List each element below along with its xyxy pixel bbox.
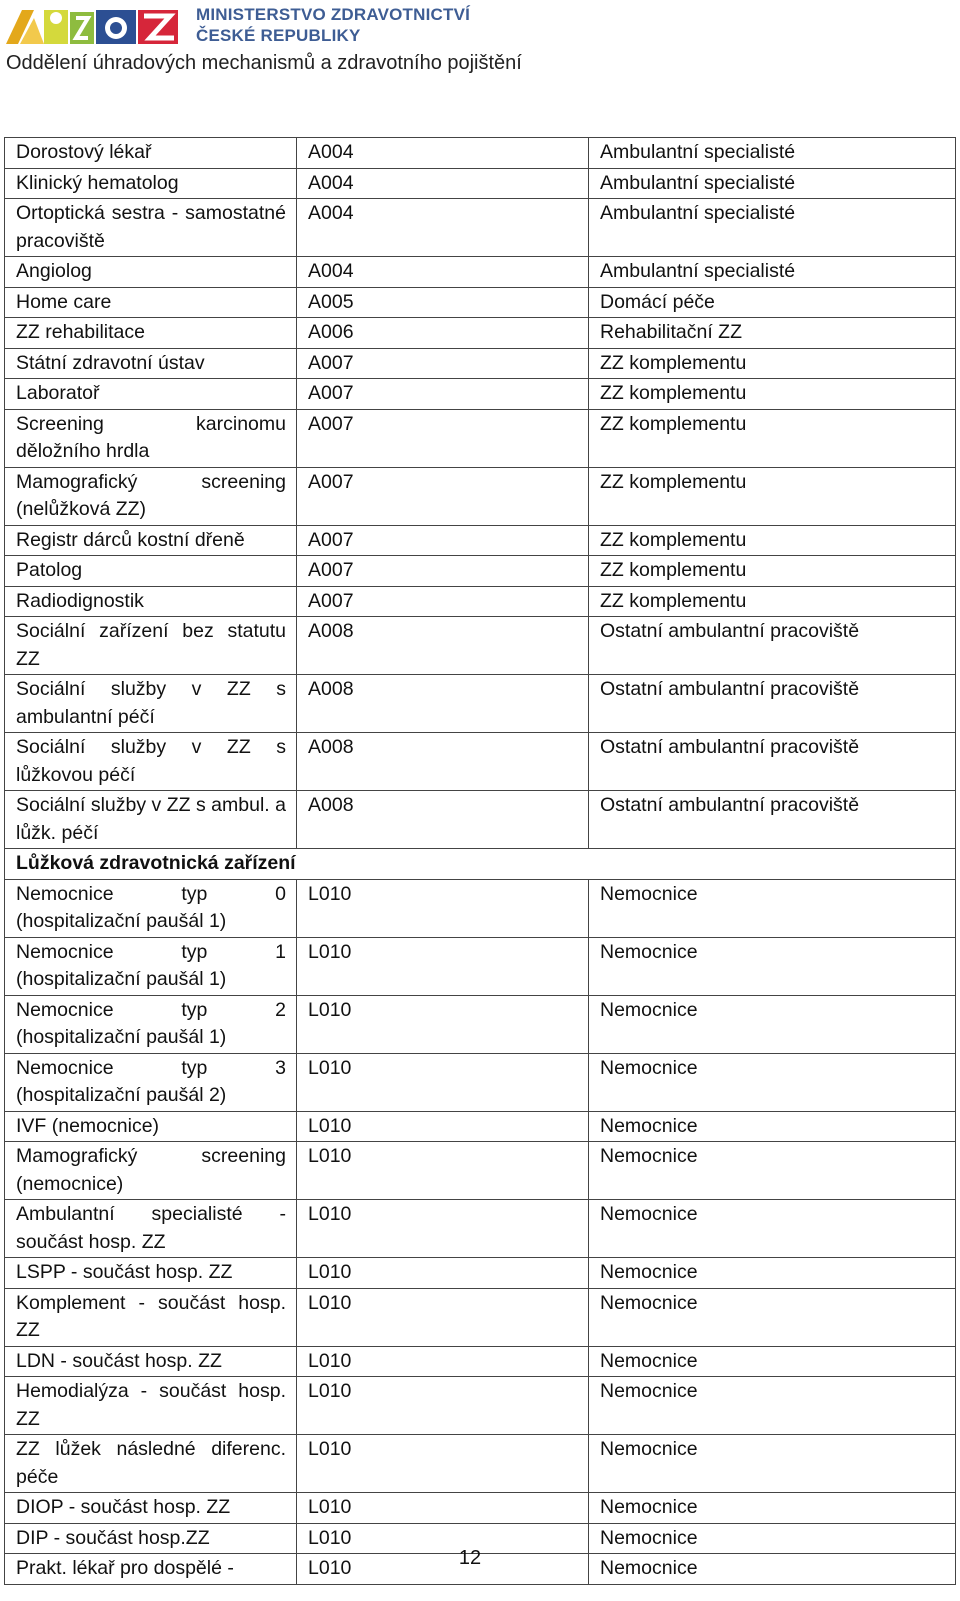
facility-name-cell: ZZ rehabilitace [5, 318, 297, 349]
code-cell: L010 [297, 1200, 589, 1258]
facility-name-cell: DIOP - součást hosp. ZZ [5, 1493, 297, 1524]
code-cell: L010 [297, 1111, 589, 1142]
code-cell: L010 [297, 1523, 589, 1554]
code-cell: L010 [297, 1554, 589, 1585]
section-row [5, 849, 956, 880]
code-cell: L010 [297, 1377, 589, 1435]
table-row [5, 467, 956, 525]
table-row [5, 995, 956, 1053]
table-row [5, 675, 956, 733]
code-cell: A004 [297, 138, 589, 169]
code-cell: A007 [297, 556, 589, 587]
facility-name-cell: Mamografický screening (nelůžková ZZ) [5, 467, 297, 525]
group-cell: Ambulantní specialisté [589, 199, 956, 257]
group-cell: Nemocnice [589, 1111, 956, 1142]
facility-name-cell: Sociální služby v ZZ s ambulantní péčí [5, 675, 297, 733]
facility-name-cell: Klinický hematolog [5, 168, 297, 199]
table-row [5, 1346, 956, 1377]
code-cell: A007 [297, 348, 589, 379]
table-row [5, 1258, 956, 1289]
group-cell: Ostatní ambulantní pracoviště [589, 791, 956, 849]
table-row [5, 1435, 956, 1493]
facility-codes-table [4, 137, 956, 1585]
ministry-logo [4, 2, 471, 48]
group-cell: Nemocnice [589, 1053, 956, 1111]
facility-name-cell: Nemocnice typ 2 (hospitalizační paušál 1) [5, 995, 297, 1053]
facility-name-cell: Nemocnice typ 3 (hospitalizační paušál 2) [5, 1053, 297, 1111]
facility-name-cell: Státní zdravotní ústav [5, 348, 297, 379]
facility-name-cell: Ortoptická sestra - samostatné pracoviště [5, 199, 297, 257]
group-cell: Rehabilitační ZZ [589, 318, 956, 349]
facility-name-cell: Mamografický screening (nemocnice) [5, 1142, 297, 1200]
code-cell: A005 [297, 287, 589, 318]
table-row [5, 733, 956, 791]
group-cell: Ambulantní specialisté [589, 138, 956, 169]
group-cell: ZZ komplementu [589, 467, 956, 525]
group-cell: Nemocnice [589, 1142, 956, 1200]
facility-name-cell: Ambulantní specialisté - součást hosp. ZZ [5, 1200, 297, 1258]
logo-line-1: MINISTERSTVO ZDRAVOTNICTVÍ [196, 5, 471, 24]
group-cell: ZZ komplementu [589, 556, 956, 587]
table-row [5, 525, 956, 556]
facility-name-cell: Home care [5, 287, 297, 318]
table-row [5, 1288, 956, 1346]
code-cell: L010 [297, 995, 589, 1053]
department-title: Oddělení úhradových mechanismů a zdravotního pojištění [6, 52, 522, 74]
table-row [5, 1111, 956, 1142]
facility-codes-table-body [5, 138, 956, 1585]
facility-name-cell: Screening karcinomu děložního hrdla [5, 409, 297, 467]
group-cell: Nemocnice [589, 1554, 956, 1585]
code-cell: A004 [297, 168, 589, 199]
table-row [5, 168, 956, 199]
code-cell: A006 [297, 318, 589, 349]
group-cell: Nemocnice [589, 1288, 956, 1346]
code-cell: L010 [297, 1053, 589, 1111]
table-row [5, 318, 956, 349]
facility-name-cell: Komplement - součást hosp. ZZ [5, 1288, 297, 1346]
facility-name-cell: Prakt. lékař pro dospělé - [5, 1554, 297, 1585]
table-row [5, 1053, 956, 1111]
code-cell: A007 [297, 409, 589, 467]
code-cell: L010 [297, 1493, 589, 1524]
group-cell: ZZ komplementu [589, 379, 956, 410]
code-cell: A008 [297, 675, 589, 733]
code-cell: A008 [297, 791, 589, 849]
table-row [5, 409, 956, 467]
table-row [5, 586, 956, 617]
facility-name-cell: IVF (nemocnice) [5, 1111, 297, 1142]
code-cell: L010 [297, 1435, 589, 1493]
group-cell: ZZ komplementu [589, 409, 956, 467]
facility-name-cell: Nemocnice typ 1 (hospitalizační paušál 1) [5, 937, 297, 995]
code-cell: L010 [297, 1258, 589, 1289]
page-number: 12 [458, 1547, 482, 1569]
group-cell: Ostatní ambulantní pracoviště [589, 733, 956, 791]
facility-name-cell: Radiodignostik [5, 586, 297, 617]
code-cell: L010 [297, 879, 589, 937]
code-cell: A004 [297, 257, 589, 288]
table-row [5, 257, 956, 288]
group-cell: Ostatní ambulantní pracoviště [589, 617, 956, 675]
group-cell: Ambulantní specialisté [589, 257, 956, 288]
table-row [5, 791, 956, 849]
code-cell: A007 [297, 525, 589, 556]
facility-name-cell: ZZ lůžek následné diferenc. péče [5, 1435, 297, 1493]
facility-name-cell: Dorostový lékař [5, 138, 297, 169]
facility-name-cell: Nemocnice typ 0 (hospitalizační paušál 1) [5, 879, 297, 937]
table-row [5, 348, 956, 379]
group-cell: Nemocnice [589, 1493, 956, 1524]
group-cell: Nemocnice [589, 1346, 956, 1377]
facility-name-cell: LDN - součást hosp. ZZ [5, 1346, 297, 1377]
table-row [5, 1200, 956, 1258]
group-cell: Nemocnice [589, 1258, 956, 1289]
table-row [5, 379, 956, 410]
table-row [5, 1142, 956, 1200]
facility-name-cell: DIP - součást hosp.ZZ [5, 1523, 297, 1554]
table-row [5, 138, 956, 169]
section-title: Lůžková zdravotnická zařízení [5, 849, 956, 880]
ministry-logo-text [196, 4, 470, 46]
group-cell: Nemocnice [589, 879, 956, 937]
code-cell: A004 [297, 199, 589, 257]
group-cell: Nemocnice [589, 1523, 956, 1554]
table-row [5, 1493, 956, 1524]
facility-name-cell: Angiolog [5, 257, 297, 288]
facility-name-cell: Sociální zařízení bez statutu ZZ [5, 617, 297, 675]
group-cell: Domácí péče [589, 287, 956, 318]
facility-name-cell: Sociální služby v ZZ s lůžkovou péčí [5, 733, 297, 791]
facility-name-cell: LSPP - součást hosp. ZZ [5, 1258, 297, 1289]
group-cell: Ambulantní specialisté [589, 168, 956, 199]
table-row [5, 879, 956, 937]
facility-name-cell: Laboratoř [5, 379, 297, 410]
ministry-logo-mark [4, 4, 182, 46]
table-row [5, 199, 956, 257]
code-cell: L010 [297, 1142, 589, 1200]
facility-name-cell: Hemodialýza - součást hosp. ZZ [5, 1377, 297, 1435]
group-cell: Nemocnice [589, 1377, 956, 1435]
code-cell: L010 [297, 937, 589, 995]
group-cell: Nemocnice [589, 1435, 956, 1493]
table-row [5, 1377, 956, 1435]
table-row [5, 287, 956, 318]
code-cell: L010 [297, 1288, 589, 1346]
group-cell: ZZ komplementu [589, 586, 956, 617]
facility-name-cell: Patolog [5, 556, 297, 587]
code-cell: A007 [297, 467, 589, 525]
table-row [5, 556, 956, 587]
facility-name-cell: Registr dárců kostní dřeně [5, 525, 297, 556]
group-cell: Nemocnice [589, 937, 956, 995]
group-cell: ZZ komplementu [589, 525, 956, 556]
logo-line-2: ČESKÉ REPUBLIKY [196, 26, 361, 45]
group-cell: Nemocnice [589, 995, 956, 1053]
group-cell: Nemocnice [589, 1200, 956, 1258]
code-cell: A007 [297, 586, 589, 617]
code-cell: A008 [297, 617, 589, 675]
group-cell: ZZ komplementu [589, 348, 956, 379]
code-cell: A008 [297, 733, 589, 791]
table-row [5, 617, 956, 675]
table-row [5, 937, 956, 995]
group-cell: Ostatní ambulantní pracoviště [589, 675, 956, 733]
page-header [0, 0, 960, 90]
facility-name-cell: Sociální služby v ZZ s ambul. a lůžk. péčí [5, 791, 297, 849]
code-cell: A007 [297, 379, 589, 410]
code-cell: L010 [297, 1346, 589, 1377]
